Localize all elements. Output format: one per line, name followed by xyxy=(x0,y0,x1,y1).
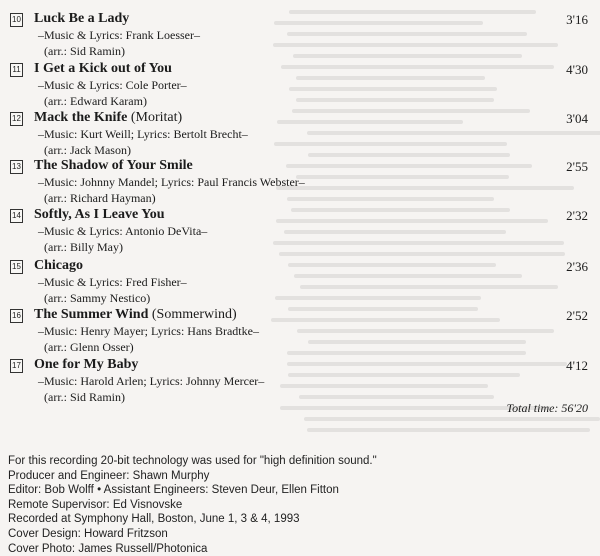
track-title: The Shadow of Your Smile xyxy=(34,158,193,173)
track-title: Softly, As I Leave You xyxy=(34,207,165,222)
notes-line: For this recording 20-bit technology was used for "high definition sound." xyxy=(8,455,377,467)
track-credits: –Music: Harold Arlen; Lyrics: Johnny Mercer– xyxy=(38,374,265,388)
track-number: 15 xyxy=(10,260,23,274)
bleed-line xyxy=(299,395,494,399)
track-arranger: (arr.: Richard Hayman) xyxy=(44,191,156,205)
bleed-line xyxy=(271,318,500,322)
track-duration: 2'32 xyxy=(566,208,588,223)
bleed-line xyxy=(292,109,530,113)
track-credits: –Music & Lyrics: Cole Porter– xyxy=(38,78,187,92)
track-title: I Get a Kick out of You xyxy=(34,61,172,76)
track-duration: 3'04 xyxy=(566,111,588,126)
notes-line: Producer and Engineer: Shawn Murphy xyxy=(8,469,210,482)
track-title: Chicago xyxy=(34,258,83,273)
bleed-line xyxy=(293,54,522,58)
bleed-line xyxy=(294,274,522,278)
track-number: 16 xyxy=(10,309,23,323)
bleed-line xyxy=(274,21,483,25)
track-duration: 2'52 xyxy=(566,308,588,323)
track-arranger: (arr.: Sammy Nestico) xyxy=(44,291,151,305)
track-title: Luck Be a Lady xyxy=(34,11,130,26)
bleed-through-texture xyxy=(270,4,600,444)
bleed-line xyxy=(288,263,496,267)
bleed-line xyxy=(276,219,548,223)
bleed-line xyxy=(286,164,532,168)
bleed-line xyxy=(304,417,600,421)
track-credits: –Music: Kurt Weill; Lyrics: Bertolt Brecht– xyxy=(38,127,248,141)
track-title: Mack the Knife (Moritat) xyxy=(34,110,183,125)
total-time: Total time: 56'20 xyxy=(506,401,588,415)
bleed-line xyxy=(287,351,526,355)
bleed-line xyxy=(307,428,590,432)
track-arranger: (arr.: Edward Karam) xyxy=(44,94,147,108)
track-subtitle: (Moritat) xyxy=(130,110,183,125)
track-duration: 4'12 xyxy=(566,358,588,373)
bleed-line xyxy=(291,208,510,212)
bleed-line xyxy=(308,153,510,157)
bleed-line xyxy=(296,98,494,102)
track-arranger: (arr.: Jack Mason) xyxy=(44,143,131,157)
track-credits: –Music & Lyrics: Fred Fisher– xyxy=(38,275,187,289)
bleed-line xyxy=(274,142,507,146)
track-duration: 2'36 xyxy=(566,259,588,274)
track-number: 12 xyxy=(10,112,23,126)
track-credits: –Music & Lyrics: Frank Loesser– xyxy=(38,28,200,42)
bleed-line xyxy=(289,87,497,91)
bleed-line xyxy=(296,175,509,179)
bleed-line xyxy=(287,32,527,36)
track-duration: 4'30 xyxy=(566,62,588,77)
track-number: 13 xyxy=(10,160,23,174)
track-credits: –Music: Henry Mayer; Lyrics: Hans Bradtke– xyxy=(38,324,259,338)
track-duration: 2'55 xyxy=(566,159,588,174)
track-credits: –Music & Lyrics: Antonio DeVita– xyxy=(38,224,208,238)
notes-line: Editor: Bob Wolff • Assistant Engineers: Steven Deur, Ellen Fitton xyxy=(8,484,339,497)
bleed-line xyxy=(307,131,600,135)
bleed-line xyxy=(308,340,526,344)
track-duration: 3'16 xyxy=(566,12,588,27)
notes-line: Remote Supervisor: Ed Visnovske xyxy=(8,498,183,511)
track-arranger: (arr.: Sid Ramin) xyxy=(44,390,125,404)
track-credits: –Music: Johnny Mandel; Lyrics: Paul Francis Webster– xyxy=(38,175,305,189)
notes-line: Recorded at Symphony Hall, Boston, June 1, 3 & 4, 1993 xyxy=(8,513,300,526)
bleed-line xyxy=(288,373,520,377)
bleed-line xyxy=(289,10,536,14)
bleed-line xyxy=(275,296,481,300)
bleed-line xyxy=(273,241,564,245)
bleed-line xyxy=(296,76,485,80)
bleed-line xyxy=(284,230,506,234)
track-subtitle: (Sommerwind) xyxy=(151,307,237,322)
track-number: 14 xyxy=(10,209,23,223)
bleed-line xyxy=(279,252,565,256)
track-number: 10 xyxy=(10,13,23,27)
bleed-line xyxy=(277,120,463,124)
notes-line: Cover Design: Howard Fritzson xyxy=(8,527,168,540)
bleed-line xyxy=(276,186,574,190)
bleed-line xyxy=(297,329,554,333)
recording-notes xyxy=(8,454,588,556)
track-arranger: (arr.: Glenn Osser) xyxy=(44,340,134,354)
track-title: The Summer Wind (Sommerwind) xyxy=(34,307,237,322)
notes-line: Cover Photo: James Russell/Photonica xyxy=(8,542,208,555)
bleed-line xyxy=(273,43,558,47)
track-arranger: (arr.: Billy May) xyxy=(44,240,123,254)
track-arranger: (arr.: Sid Ramin) xyxy=(44,44,125,58)
bleed-line xyxy=(281,65,554,69)
bleed-line xyxy=(287,362,567,366)
track-number: 17 xyxy=(10,359,23,373)
track-number: 11 xyxy=(10,63,23,77)
bleed-line xyxy=(300,285,558,289)
bleed-line xyxy=(280,384,488,388)
bleed-line xyxy=(288,307,478,311)
track-title: One for My Baby xyxy=(34,357,139,372)
bleed-line xyxy=(287,197,494,201)
